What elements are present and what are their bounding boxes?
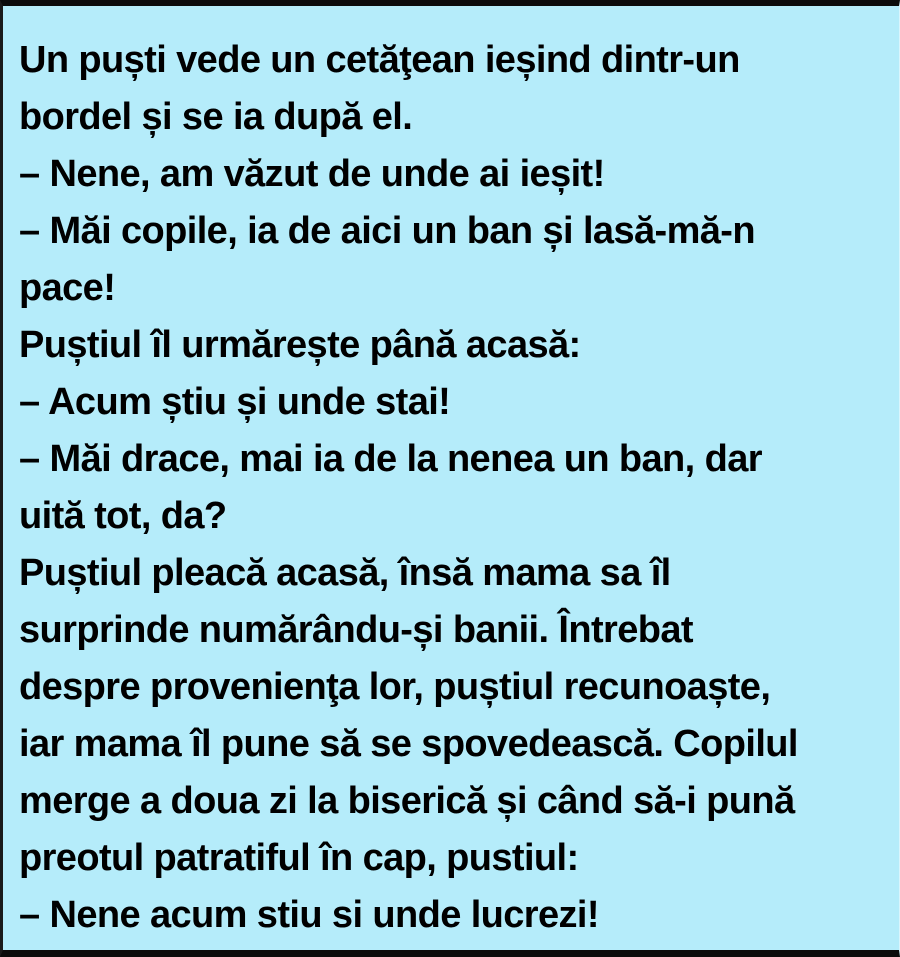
joke-line: surprinde numărându-și banii. Întrebat (19, 609, 693, 651)
joke-line: – Măi copile, ia de aici un ban și lasă-mă-n (19, 210, 755, 252)
joke-line: – Acum știu și unde stai! (19, 381, 451, 423)
joke-line: Puștiul pleacă acasă, însă mama sa îl (19, 552, 671, 594)
joke-line: iar mama îl pune să se spovedească. Copilul (19, 723, 798, 765)
joke-line: – Nene acum stiu si unde lucrezi! (19, 894, 599, 936)
joke-line: merge a doua zi la biserică și când să-i pună (19, 780, 795, 822)
joke-line: preotul patratiful în cap, pustiul: (19, 837, 579, 879)
joke-line: uită tot, da? (19, 495, 227, 537)
joke-line: pace! (19, 267, 116, 309)
joke-line: bordel și se ia după el. (19, 96, 413, 138)
joke-line: despre provenienţa lor, puștiul recunoaște, (19, 666, 771, 708)
joke-line: Un puști vede un cetăţean ieșind dintr-un (19, 39, 740, 81)
joke-text-block (19, 32, 891, 944)
joke-line: Puștiul îl urmărește până acasă: (19, 324, 581, 366)
joke-line: – Nene, am văzut de unde ai ieșit! (19, 153, 605, 195)
joke-line: – Măi drace, mai ia de la nenea un ban, dar (19, 438, 762, 480)
